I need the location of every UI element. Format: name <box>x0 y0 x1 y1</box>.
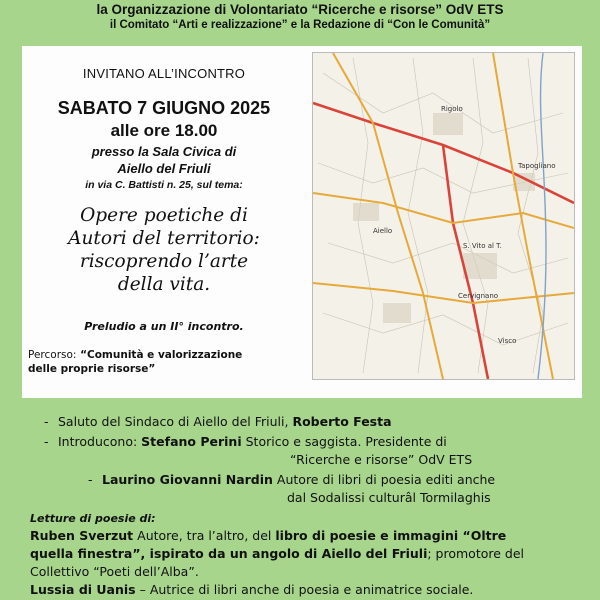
second-name: Laurino Giovanni Nardin <box>102 472 273 487</box>
reader2-name: Lussia di Uanis <box>30 582 136 597</box>
area-map <box>312 52 575 380</box>
path-note <box>28 348 304 376</box>
event-theme <box>22 204 306 296</box>
map-label: Cervignano <box>458 292 499 300</box>
reader1-row-2 <box>30 546 524 561</box>
readers-title: Letture di poesie di: <box>30 512 156 525</box>
reader1-text-1: Autore, tra l’altro, del <box>137 528 272 543</box>
header <box>0 0 600 44</box>
reader2-row <box>30 582 473 597</box>
invitation-text <box>22 46 306 398</box>
theme-line-2: Autori del territorio: <box>68 228 260 249</box>
reader1-text-2: ; promotore del <box>427 546 524 561</box>
intro-label: Introducono: <box>58 434 138 449</box>
greeting-text: Saluto del Sindaco di Aiello del Friuli, <box>58 414 289 429</box>
venue-line-2: Aiello del Friuli <box>117 161 211 176</box>
path-label: Percorso: <box>28 349 77 361</box>
intro-name: Stefano Perini <box>141 434 242 449</box>
prelude-note: Preludio a un II° incontro. <box>84 320 244 333</box>
map-label: Visco <box>498 337 517 345</box>
intro-desc-2: “Ricerche e risorse” OdV ETS <box>290 452 473 467</box>
header-line-1: la Organizzazione di Volontariato “Ricerche e risorse” OdV ETS <box>96 2 504 17</box>
path-text-1: “Comunità e valorizzazione <box>80 349 243 361</box>
event-address: in via C. Battisti n. 25, sul tema: <box>85 179 243 191</box>
map-label: Tapogliano <box>518 162 556 170</box>
map-label: Rigolo <box>441 105 463 113</box>
theme-line-1: Opere poetiche di <box>80 205 248 226</box>
greeting-row: - Saluto del Sindaco di Aiello del Friuli, Roberto Festa <box>44 414 392 429</box>
map-label: Aiello <box>373 227 393 235</box>
second-desc-1: Autore di libri di poesia editi anche <box>276 472 496 487</box>
header-line-2: il Comitato “Arti e realizzazione” e la Redazione di “Con le Comunità” <box>109 19 491 31</box>
second-row: - Laurino Giovanni Nardin Autore di libri di poesia editi anche <box>88 472 496 487</box>
venue-line-1: presso la Sala Civica di <box>91 144 237 159</box>
intro-desc-1: Storico e saggista. Presidente di <box>245 434 447 449</box>
event-date: SABATO 7 GIUGNO 2025 <box>57 98 271 118</box>
reader1-bold-2: quella finestra”, ispirato da un angolo di Aiello del Friuli <box>30 546 428 561</box>
map-label: S. Vito al T. <box>463 242 502 250</box>
theme-line-3: riscoprendo l’arte <box>79 251 249 272</box>
intro-row: - Introducono: Stefano Perini Storico e saggista. Presidente di <box>44 434 447 449</box>
reader1-text-3: Collettivo “Poeti dell’Alba”. <box>30 564 199 579</box>
program-section <box>0 398 600 600</box>
event-time: alle ore 18.00 <box>110 121 218 140</box>
reader1-name: Ruben Sverzut <box>30 528 134 543</box>
reader2-text: – Autrice di libri anche di poesia e animatrice sociale. <box>139 582 474 597</box>
reader1-bold-1: libro di poesie e immagini “Oltre <box>275 528 507 543</box>
theme-line-4: della vita. <box>117 274 211 295</box>
second-desc-2: dal Sodalissi culturâl Tormilaghis <box>287 490 491 505</box>
path-text-2: delle proprie risorse” <box>28 363 156 375</box>
invite-title: INVITANO ALL’INCONTRO <box>82 66 246 81</box>
reader1-row-1 <box>30 528 506 543</box>
greeting-name: Roberto Festa <box>292 414 392 429</box>
invitation-panel <box>22 46 582 398</box>
event-venue <box>22 143 306 177</box>
